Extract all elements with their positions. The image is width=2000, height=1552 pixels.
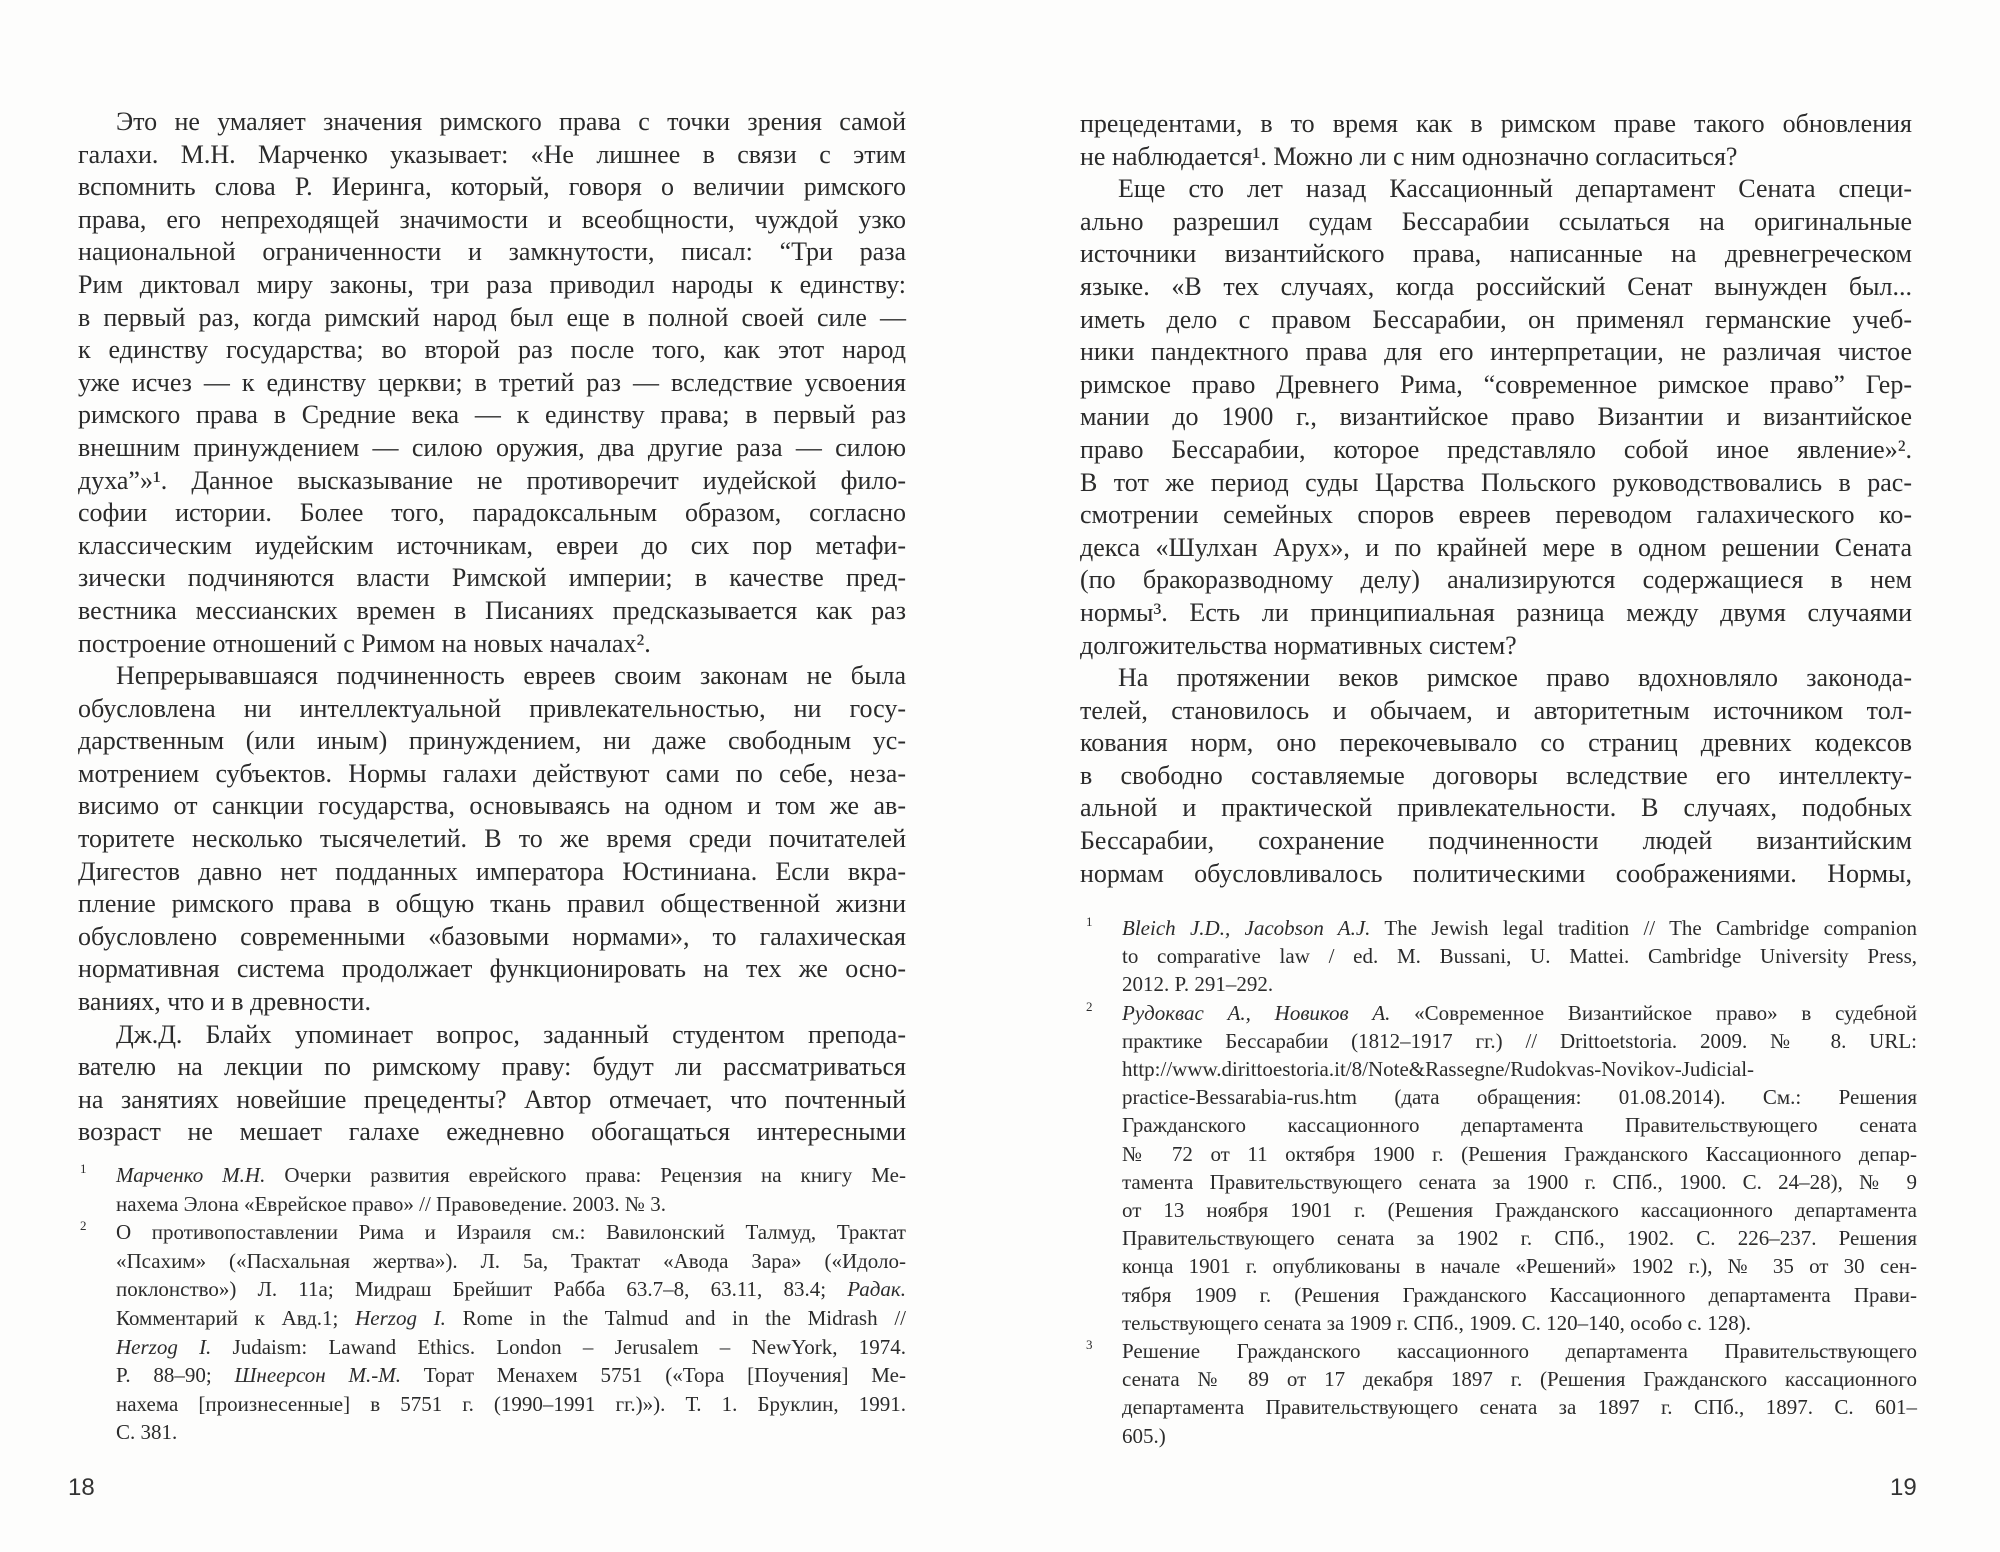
- footnote-text: поклонство») Л. 11а; Мидраш Брейшит Рабба 63.7–8, 63.11, 83.4;: [116, 1277, 848, 1302]
- text-line: духа”»¹. Данное высказывание не противоречит иудейской фило-: [78, 465, 906, 495]
- footnote-author: Марченко М.Н.: [116, 1163, 266, 1187]
- footnote-author: Рудоквас А., Новиков А.: [1122, 1000, 1391, 1025]
- page-number-left: 18: [68, 1474, 95, 1501]
- text-line: вестника мессианских времен в Писаниях предсказывается как раз: [78, 595, 906, 625]
- text-line: альной и практической привлекательности. В случаях, подобных: [1080, 793, 1912, 823]
- footnote-line: [116, 1418, 906, 1447]
- footnote-line: [116, 1361, 906, 1390]
- footnote-line: [1122, 1224, 1917, 1252]
- footnote-text: О противопоставлении Рима и Израиля см.: Вавилонский Талмуд, Трактат: [116, 1220, 906, 1245]
- footnote-text: нахема [произнесенные] в 5751 г. (1990–1991 гг.)»). Т. 1. Бруклин, 1991.: [116, 1391, 906, 1416]
- left-page-body: [78, 106, 906, 1149]
- footnote-text: тября 1909 г. (Решения Гражданского Кассационного департамента Прави-: [1122, 1282, 1917, 1307]
- footnote-author: Bleich J.D., Jacobson A.J.: [1122, 916, 1371, 940]
- paragraph: [78, 1019, 906, 1149]
- footnote-line: [116, 1190, 906, 1219]
- text-line: телей, становилось и обычаем, и авторитетным источником тол-: [1080, 695, 1912, 725]
- text-line: иметь дело с правом Бессарабии, он применял германские учеб-: [1080, 304, 1912, 334]
- footnote-text: P. 88–90;: [116, 1363, 235, 1388]
- footnote-line: [1122, 1168, 1917, 1196]
- text-line: На протяжении веков римское право вдохновляло законода-: [1118, 663, 1912, 693]
- footnote-line: [1122, 1393, 1917, 1421]
- text-line: уже исчез — к единству церкви; в третий раз — вследствие усвоения: [78, 367, 906, 397]
- text-line: в свободно составляемые договоры вследствие его интеллекту-: [1080, 760, 1912, 790]
- text-line: возраст не мешает галахе ежедневно обогащаться интересными: [78, 1117, 906, 1147]
- text-line: римское право Древнего Рима, “современное римское право” Гер-: [1080, 369, 1912, 399]
- text-line: декса «Шулхан Арух», и по крайней мере в одном решении Сената: [1080, 532, 1912, 562]
- text-line: Дигестов давно нет подданных императора Юстиниана. Если вкра-: [78, 856, 906, 886]
- footnote-mark: 1: [1086, 914, 1093, 929]
- footnote-text: С. 381.: [116, 1420, 178, 1445]
- footnote-mark: 2: [1086, 998, 1093, 1014]
- footnote-text: от 13 ноября 1901 г. (Решения Гражданского кассационного департамента: [1122, 1198, 1917, 1223]
- footnote-line: [1122, 1083, 1917, 1111]
- text-line: нормативная система продолжает функционировать на тех же осно-: [78, 954, 906, 984]
- text-line: Еще сто лет назад Кассационный департамент Сената специ-: [1118, 174, 1912, 204]
- text-line: висимо от санкции государства, основываясь на одном и том же ав-: [78, 791, 906, 821]
- footnote-line: [1122, 1196, 1917, 1224]
- text-line: источники византийского права, написанные на древнегреческом: [1080, 239, 1912, 269]
- footnote-text: Комментарий к Авд.1;: [116, 1305, 356, 1330]
- footnote-text: департамента Правительствующего сената за 1897 г. СПб., 1897. С. 601–: [1122, 1395, 1917, 1420]
- footnote-line: [1122, 1111, 1917, 1139]
- footnote-text: http://www.dirittoestoria.it/8/Note&Rassegne/Rudokvas-Novikov-Judicial-: [1122, 1057, 1755, 1082]
- text-line: Бессарабии, сохранение подчиненности людей византийским: [1080, 826, 1912, 856]
- text-line: нормам обусловливалось политическими соображениями. Нормы,: [1080, 858, 1912, 888]
- footnote-text: тамента Правительствующего сената за 1900 г. СПб., 1900. С. 24–28), № 9: [1122, 1169, 1917, 1194]
- right-page: [1000, 0, 2000, 1552]
- footnote-text: 605.): [1122, 1423, 1166, 1448]
- text-line: внешним принуждением — силою оружия, два другие раза — силою: [78, 432, 906, 462]
- footnote-line: [116, 1161, 906, 1190]
- footnote-text: Rome in the Talmud and in the Midrash //: [445, 1305, 906, 1330]
- text-line: национальной ограниченности и замкнутости, писал: “Три раза: [78, 237, 906, 267]
- footnote-text: нахема Элона «Еврейское право» // Правоведение. 2003. № 3.: [116, 1191, 666, 1216]
- text-line: Непрерывавшаяся подчиненность евреев своим законам не была: [116, 661, 906, 691]
- footnote-text: сената № 89 от 17 декабря 1897 г. (Решения Гражданского кассационного: [1122, 1367, 1917, 1392]
- text-line: вспомнить слова Р. Иеринга, который, говоря о величии римского: [78, 172, 906, 202]
- text-line: мотрением субъектов. Нормы галахи действуют сами по себе, неза-: [78, 758, 906, 788]
- footnote-text: Гражданского кассационного департамента Правительствующего сената: [1122, 1113, 1917, 1138]
- footnote: [1086, 914, 1917, 999]
- text-line: В тот же период суды Царства Польского руководствовались в рас-: [1080, 467, 1912, 497]
- text-line: Дж.Д. Блайх упоминает вопрос, заданный студентом препода-: [116, 1019, 906, 1049]
- footnote-mark: 2: [80, 1218, 87, 1234]
- text-line: римского права в Средние века — к единству права; в первый раз: [78, 400, 906, 430]
- text-line: право Бессарабии, которое представляло собой иное явление»².: [1080, 434, 1912, 464]
- footnote-mark: 3: [1086, 1337, 1093, 1353]
- paragraph: [1080, 173, 1912, 662]
- text-line: языке. «В тех случаях, когда российский Сенат вынужден был...: [1080, 271, 1912, 301]
- paragraph: [1080, 662, 1912, 890]
- text-line: обусловлена ни интеллектуальной привлекательностью, ни госу-: [78, 693, 906, 723]
- paragraph: [78, 660, 906, 1019]
- footnote-line: [1122, 1252, 1917, 1280]
- footnote-text: Правительствующего сената за 1902 г. СПб., 1902. С. 226–237. Решения: [1122, 1226, 1917, 1251]
- text-line: пление римского права в общую ткань правил общественной жизни: [78, 889, 906, 919]
- text-line: обусловлено современными «базовыми нормами», то галахическая: [78, 921, 906, 951]
- footnote-line: [1122, 1140, 1917, 1168]
- text-line: ники пандектного права для его интерпретации, не различая чистое: [1080, 337, 1912, 367]
- text-line: зически подчиняются власти Римской империи; в качестве пред-: [78, 563, 906, 593]
- text-line: торитете несколько тысячелетий. В то же время среди почитателей: [78, 824, 906, 854]
- text-line: Это не умаляет значения римского права с точки зрения самой: [116, 107, 906, 136]
- paragraph: [1080, 108, 1912, 173]
- footnote-author: Herzog I.: [355, 1305, 446, 1330]
- left-page-footnotes: [80, 1161, 906, 1447]
- footnote-line: [116, 1275, 906, 1304]
- footnote-text: № 72 от 11 октября 1900 г. (Решения Гражданского Кассационного депар-: [1122, 1141, 1917, 1166]
- footnote-author: Шнеерсон М.-М.: [234, 1363, 401, 1388]
- footnote-line: [1122, 999, 1917, 1027]
- footnote-line: [1122, 1027, 1917, 1055]
- text-line: к единству государства; во второй раз после того, как этот народ: [78, 335, 906, 365]
- text-line: в первый раз, когда римский народ был еще в полной своей силе —: [78, 302, 906, 332]
- footnote-text: to comparative law / ed. M. Bussani, U. Mattei. Cambridge University Press,: [1122, 944, 1917, 969]
- footnote-line: [1122, 1422, 1917, 1450]
- text-line: софии истории. Более того, парадоксальным образом, согласно: [78, 498, 906, 528]
- text-line: галахи. М.Н. Марченко указывает: «Не лишнее в связи с этим: [78, 139, 906, 169]
- footnote-line: [1122, 1281, 1917, 1309]
- footnote-text: конца 1901 г. опубликованы в начале «Решений» 1902 г.), № 35 от 30 сен-: [1122, 1254, 1917, 1279]
- footnote-line: [1122, 942, 1917, 970]
- footnote-text: Торат Менахем 5751 («Тора [Поучения] Ме-: [401, 1363, 906, 1388]
- footnote-text: practice-Bessarabia-rus.htm (дата обращения: 01.08.2014). См.: Решения: [1122, 1085, 1917, 1110]
- footnote-line: [116, 1218, 906, 1247]
- footnote: [1086, 1337, 1917, 1450]
- page-number-right: 19: [1890, 1474, 1917, 1501]
- text-line: прецедентами, в то время как в римском праве такого обновления: [1080, 109, 1912, 138]
- footnote-line: [1122, 1337, 1917, 1365]
- text-line: ваниях, что и в древности.: [78, 987, 371, 1017]
- footnote-text: 2012. P. 291–292.: [1122, 972, 1274, 997]
- footnote-line: [116, 1390, 906, 1419]
- text-line: долгожительства нормативных систем?: [1080, 630, 1517, 660]
- footnote-line: [1122, 914, 1917, 942]
- text-line: на занятиях новейшие прецеденты? Автор отмечает, что почтенный: [78, 1084, 906, 1114]
- text-line: нормы³. Есть ли принципиальная разница между двумя случаями: [1080, 597, 1912, 627]
- footnote: [80, 1161, 906, 1218]
- right-page-footnotes: [1086, 914, 1917, 1450]
- text-line: права, его непреходящей значимости и всеобщности, чуждой узко: [78, 204, 906, 234]
- text-line: кования норм, оно перекочевывало со страниц древних кодексов: [1080, 728, 1912, 758]
- footnote-text: Judaism: Lawand Ethics. London – Jerusalem – NewYork, 1974.: [211, 1334, 906, 1359]
- footnote-line: [1122, 1055, 1917, 1083]
- footnote-author: Herzog I.: [116, 1334, 212, 1359]
- text-line: мании до 1900 г., византийское право Византии и византийское: [1080, 402, 1912, 432]
- footnote: [1086, 999, 1917, 1337]
- paragraph: [78, 106, 906, 660]
- footnote-text: практике Бессарабии (1812–1917 гг.) // Drittoetstoria. 2009. № 8. URL:: [1122, 1028, 1917, 1053]
- text-line: Рим диктовал миру законы, три раза приводил народы к единству:: [78, 269, 906, 299]
- footnote-line: [1122, 970, 1917, 998]
- footnote-line: [116, 1333, 906, 1362]
- text-line: ально разрешил судам Бессарабии ссылаться на оригинальные: [1080, 206, 1912, 236]
- footnote-line: [1122, 1365, 1917, 1393]
- text-line: смотрении семейных споров евреев переводом галахического ко-: [1080, 500, 1912, 530]
- footnote-text: The Jewish legal tradition // The Cambridge companion: [1370, 916, 1917, 940]
- footnote-mark: 1: [80, 1161, 87, 1176]
- footnote: [80, 1218, 906, 1447]
- text-line: классическим иудейским источникам, евреи до сих пор метафи-: [78, 530, 906, 560]
- text-line: вателю на лекции по римскому праву: будут ли рассматриваться: [78, 1052, 906, 1082]
- footnote-text: Очерки развития еврейского права: Рецензия на книгу Ме-: [265, 1163, 906, 1187]
- text-line: построение отношений с Римом на новых началах².: [78, 628, 651, 658]
- footnote-text: «Современное Византийское право» в судебной: [1390, 1000, 1917, 1025]
- footnote-text: «Псахим» («Пасхальная жертва»). Л. 5а, Трактат «Авода Зара» («Идоло-: [116, 1248, 906, 1273]
- footnote-text: тельствующего сената за 1909 г. СПб., 1909. С. 120–140, особо с. 128).: [1122, 1310, 1752, 1335]
- text-line: (по бракоразводному делу) анализируются содержащиеся в нем: [1080, 565, 1912, 595]
- footnote-line: [116, 1247, 906, 1276]
- footnote-author: Радак.: [847, 1277, 906, 1302]
- text-line: не наблюдается¹. Можно ли с ним однозначно согласиться?: [1080, 141, 1738, 171]
- right-page-body: [1080, 108, 1912, 890]
- footnote-line: [116, 1304, 906, 1333]
- text-line: дарственным (или иным) принуждением, ни даже свободным ус-: [78, 726, 906, 756]
- footnote-line: [1122, 1309, 1917, 1337]
- footnote-text: Решение Гражданского кассационного департамента Правительствующего: [1122, 1339, 1917, 1364]
